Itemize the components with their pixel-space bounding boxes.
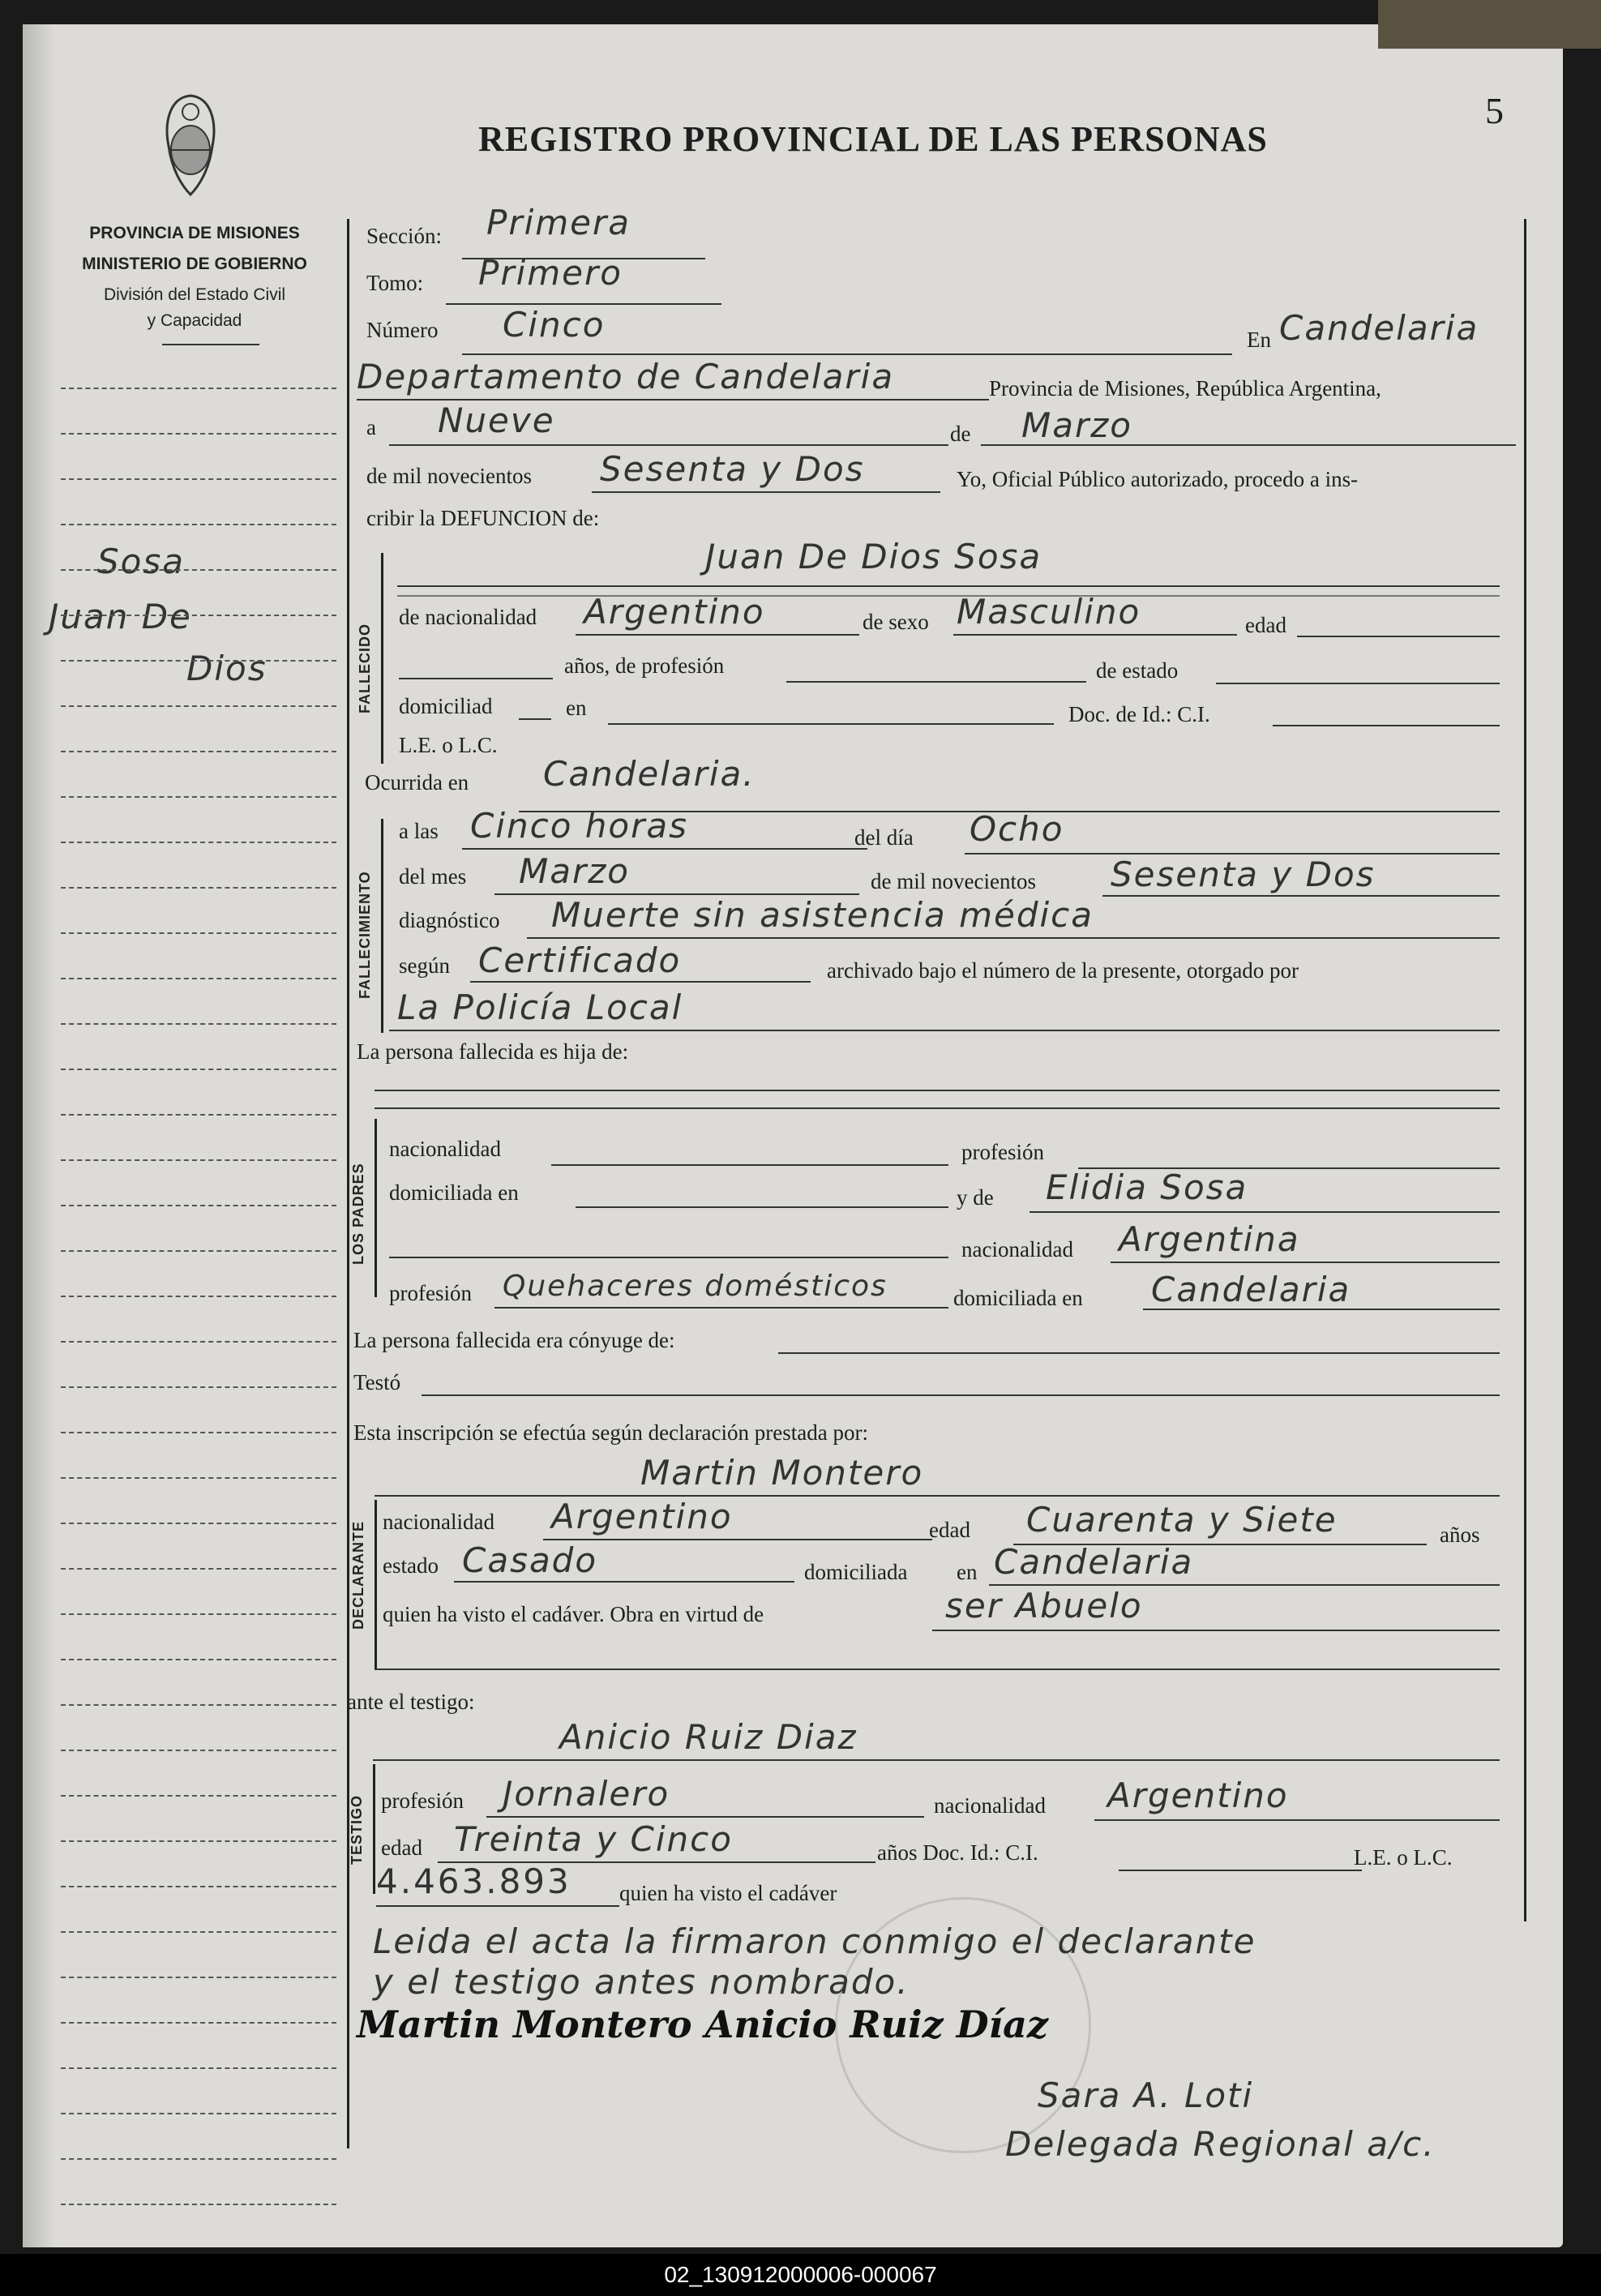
testigo-bracket [373,1764,375,1894]
fallecido-domiciliad-label: domiciliad [399,694,493,718]
margin-ruled-line [61,1840,336,1842]
fallecido-le-label: L.E. o L.C. [399,733,498,757]
fallecido-doc-line [1273,725,1500,726]
officer-title: Delegada Regional a/c. [1005,2124,1436,2164]
fallecido-nacionalidad-value: Argentino [584,592,765,632]
margin-ruled-line [61,1568,336,1570]
padres-intro: La persona fallecida es hija de: [357,1039,629,1064]
testigo-intro: ante el testigo: [347,1690,475,1714]
division-heading: División del Estado Civil [103,285,286,304]
fallecido-name-value: Juan De Dios Sosa [705,537,1042,576]
padre-nacionalidad-line [551,1164,948,1166]
margin-ruled-line [61,2067,336,2069]
margin-ruled-line [61,478,336,480]
tomo-label: Tomo: [366,271,424,295]
declarante-en-label: en [957,1560,978,1584]
margin-ruled-line [61,1159,336,1161]
margin-ruled-line [61,1296,336,1297]
madre-name-line [1030,1211,1500,1213]
closing-line-2: y el testigo antes nombrado. [373,1962,910,2002]
fallecido-sexo-line [953,634,1237,636]
margin-ruled-line [61,1023,336,1025]
margin-ruled-line [61,2022,336,2024]
fecha-a-label: a [366,415,376,439]
del-mes-value: Marzo [519,851,630,891]
testigo-section-label: TESTIGO [349,1794,365,1865]
margin-ruled-line [61,1795,336,1797]
province-heading: PROVINCIA DE MISIONES [89,224,300,242]
padres-blank-line [389,1257,948,1258]
margin-ruled-line [61,1250,336,1252]
declarante-en-value: Candelaria [994,1542,1194,1582]
testigo-profesion-value: Jornalero [503,1774,670,1814]
margin-ruled-line [61,1205,336,1206]
fallecido-edad-label: edad [1245,613,1286,637]
del-mes-label: del mes [399,864,467,889]
a-las-value: Cinco horas [470,806,688,846]
fallecido-nacionalidad-line [576,634,859,636]
fallecimiento-anio-label: de mil novecientos [871,869,1036,893]
archivado-text: archivado bajo el número de la presente, otorgado por [827,958,1299,983]
tomo-value: Primero [478,253,623,293]
margin-ruled-line [61,524,336,525]
declarante-intro: Esta inscripción se efectúa según declaración prestada por: [353,1420,868,1445]
right-border [1524,219,1526,1921]
declarante-obra-line [932,1630,1500,1631]
en-label: En [1247,328,1271,352]
declarante-edad-label: edad [929,1518,970,1542]
fecha-anio-value: Sesenta y Dos [600,449,865,489]
fallecido-edad-line [1297,636,1500,637]
diagnostico-line [527,937,1500,939]
numero-line [462,353,1232,355]
testigo-nacionalidad-value: Argentino [1107,1776,1289,1815]
fallecido-anios-line [399,678,553,679]
margin-ruled-line [61,2113,336,2114]
a-las-line [462,848,867,850]
testigo-le-label: L.E. o L.C. [1354,1845,1453,1870]
margin-ruled-line [61,660,336,662]
testigo-doc-value: 4.463.893 [376,1861,571,1901]
closing-line-1: Leida el acta la firmaron conmigo el declarante [373,1921,1256,1961]
fecha-mes-value: Marzo [1021,405,1132,445]
declarante-close-line [375,1668,1500,1670]
margin-ruled-line [61,1341,336,1343]
madre-profesion-label: profesión [389,1281,472,1305]
testigo-nacionalidad-line [1094,1819,1500,1821]
margin-ruled-line [61,1523,336,1524]
madre-profesion-value: Quehaceres domésticos [503,1270,888,1303]
margin-ruled-line [61,887,336,889]
margin-ruled-line [61,1977,336,1978]
padres-line-2 [375,1107,1500,1109]
testigo-nacionalidad-label: nacionalidad [934,1793,1046,1818]
declarante-name-value: Martin Montero [640,1453,924,1493]
testo-label: Testó [353,1370,401,1394]
fallecido-doc-label: Doc. de Id.: C.I. [1068,702,1210,726]
madre-y-de-label: y de [957,1185,994,1210]
en-value: Candelaria [1279,308,1479,348]
margin-ruled-line [61,1886,336,1887]
inscribir-text: cribir la DEFUNCION de: [366,506,600,530]
otorgado-line [389,1030,1500,1031]
margin-ruled-line [61,433,336,435]
madre-domiciliada-value: Candelaria [1151,1270,1351,1309]
fecha-dia-line [389,444,948,446]
madre-nacionalidad-label: nacionalidad [961,1237,1073,1262]
testigo-visto-text: quien ha visto el cadáver [619,1881,837,1905]
ocurrida-value: Candelaria. [543,754,756,794]
margin-ruled-line [61,932,336,934]
margin-ruled-line [61,615,336,616]
ministry-heading: MINISTERIO DE GOBIERNO [82,255,307,273]
margin-ruled-line [61,978,336,979]
padres-bracket [375,1119,377,1297]
margin-note-name-end: Dios [186,649,268,688]
heading-underline [162,344,259,345]
declarante-anos-label: años [1440,1523,1480,1547]
otorgado-value: La Policía Local [397,987,683,1027]
testigo-doc-line [1119,1870,1362,1871]
fallecido-name-line-2 [397,595,1500,597]
segun-label: según [399,953,450,978]
declarante-edad-value: Cuarenta y Siete [1026,1500,1338,1540]
testigo-edad-label: edad [381,1836,422,1860]
testo-line [422,1394,1500,1396]
fallecimiento-bracket [381,819,383,1033]
margin-ruled-line [61,751,336,752]
declarante-obra-text: quien ha visto el cadáver. Obra en virtud de [383,1602,764,1626]
margin-ruled-line [61,1750,336,1751]
padre-domiciliada-label: domiciliada en [389,1180,519,1205]
margin-ruled-line [61,1386,336,1388]
seccion-label: Sección: [366,224,442,248]
margin-ruled-line [61,796,336,798]
diagnostico-value: Muerte sin asistencia médica [551,895,1094,935]
departamento-value: Departamento de Candelaria [357,357,895,396]
fallecido-sexo-value: Masculino [957,592,1141,632]
numero-value: Cinco [503,305,606,345]
margin-ruled-line [61,388,336,389]
madre-domiciliada-label: domiciliada en [953,1286,1083,1310]
madre-domiciliada-line [1143,1309,1500,1310]
document-title: REGISTRO PROVINCIAL DE LAS PERSONAS [478,119,1268,159]
madre-nacionalidad-line [1111,1262,1500,1263]
conyuge-line [778,1352,1500,1354]
fallecido-profesion-line [786,681,1086,683]
fallecimiento-section-label: FALLECIMIENTO [357,871,373,999]
book-cover-edge [1378,0,1601,49]
fallecido-name-line [397,585,1500,587]
padre-nacionalidad-label: nacionalidad [389,1137,501,1161]
fallecimiento-anio-line [1102,895,1500,897]
madre-nacionalidad-value: Argentina [1119,1219,1300,1259]
padre-domiciliada-line [576,1206,948,1208]
capacity-heading: y Capacidad [147,311,242,330]
fallecido-estado-line [1216,683,1500,684]
book-spine [23,24,55,2247]
declarante-obra-value: ser Abuelo [945,1586,1143,1626]
margin-ruled-line [61,842,336,843]
page-number: 5 [1485,90,1504,131]
declarante-estado-value: Casado [462,1540,598,1580]
madre-profesion-line [494,1307,948,1309]
del-dia-value: Ocho [970,809,1064,849]
testigo-profesion-line [486,1816,924,1818]
margin-ruled-line [61,1704,336,1706]
fallecido-nacionalidad-label: de nacionalidad [399,605,537,629]
fecha-dia-value: Nueve [438,401,555,440]
fallecido-bracket [381,553,383,764]
testigo-edad-value: Treinta y Cinco [454,1819,733,1859]
declarante-estado-label: estado [383,1553,439,1578]
a-las-label: a las [399,819,439,843]
margin-ruled-line [61,1477,336,1479]
testigo-name-value: Anicio Ruiz Diaz [559,1717,858,1757]
coat-of-arms-icon [154,89,227,203]
del-dia-label: del día [854,825,914,850]
padres-line-1 [375,1090,1500,1091]
fallecido-domicilio-line [608,723,1054,725]
fallecimiento-anio-value: Sesenta y Dos [1111,855,1376,894]
declarante-nacionalidad-line [543,1539,932,1540]
numero-label: Número [366,318,439,342]
margin-ruled-line [61,1931,336,1933]
fallecido-domiciliad-line [519,718,551,720]
margin-note-surname: Sosa [97,542,185,581]
margin-note-first-name: Juan De [49,597,192,636]
oficial-text: Yo, Oficial Público autorizado, procedo a ins- [957,467,1359,491]
ocurrida-label: Ocurrida en [365,770,469,795]
seccion-value: Primera [486,203,631,242]
declarante-domiciliada-label: domiciliada [804,1560,908,1584]
margin-ruled-line [61,1432,336,1433]
declarante-nacionalidad-label: nacionalidad [383,1510,494,1534]
margin-ruled-line [61,2158,336,2160]
segun-line [470,981,811,983]
padres-section-label: LOS PADRES [350,1163,366,1265]
declarante-nacionalidad-value: Argentino [551,1497,733,1536]
party-signatures: Martin Montero Anicio Ruiz Díaz [357,2003,1048,2046]
fecha-de-label: de [950,422,971,446]
declarante-estado-line [454,1581,794,1583]
declarante-section-label: DECLARANTE [350,1521,366,1630]
declarante-bracket [375,1500,377,1670]
segun-value: Certificado [478,940,682,980]
provincia-text: Provincia de Misiones, República Argentina, [989,376,1381,401]
padre-profesion-label: profesión [961,1140,1044,1164]
diagnostico-label: diagnóstico [399,908,500,932]
madre-name-value: Elidia Sosa [1046,1167,1248,1207]
officer-signature: Sara A. Loti [1038,2075,1254,2115]
fecha-anio-line [592,491,940,493]
declarante-name-line [375,1495,1500,1497]
margin-ruled-line [61,1659,336,1660]
margin-ruled-line [61,569,336,571]
margin-ruled-line [61,1069,336,1070]
testigo-name-line [373,1759,1500,1761]
fallecido-sexo-label: de sexo [863,610,929,634]
fecha-anio-label: de mil novecientos [366,464,532,488]
footer-caption: 02_130912000006-000067 [0,2254,1601,2296]
fallecido-estado-label: de estado [1096,658,1179,683]
margin-ruled-line [61,1613,336,1615]
margin-ruled-line [61,705,336,707]
fallecido-profesion-label: años, de profesión [564,653,725,678]
margin-ruled-line [61,2204,336,2205]
fallecido-section-label: FALLECIDO [357,623,373,713]
margin-ruled-line [61,1114,336,1116]
testigo-doc-label: años Doc. Id.: C.I. [877,1840,1038,1865]
fallecido-en-label: en [566,696,587,720]
fecha-mes-line [981,444,1516,446]
conyuge-label: La persona fallecida era cónyuge de: [353,1328,675,1352]
testigo-doc-value-line [376,1905,619,1907]
testigo-profesion-label: profesión [381,1788,464,1813]
